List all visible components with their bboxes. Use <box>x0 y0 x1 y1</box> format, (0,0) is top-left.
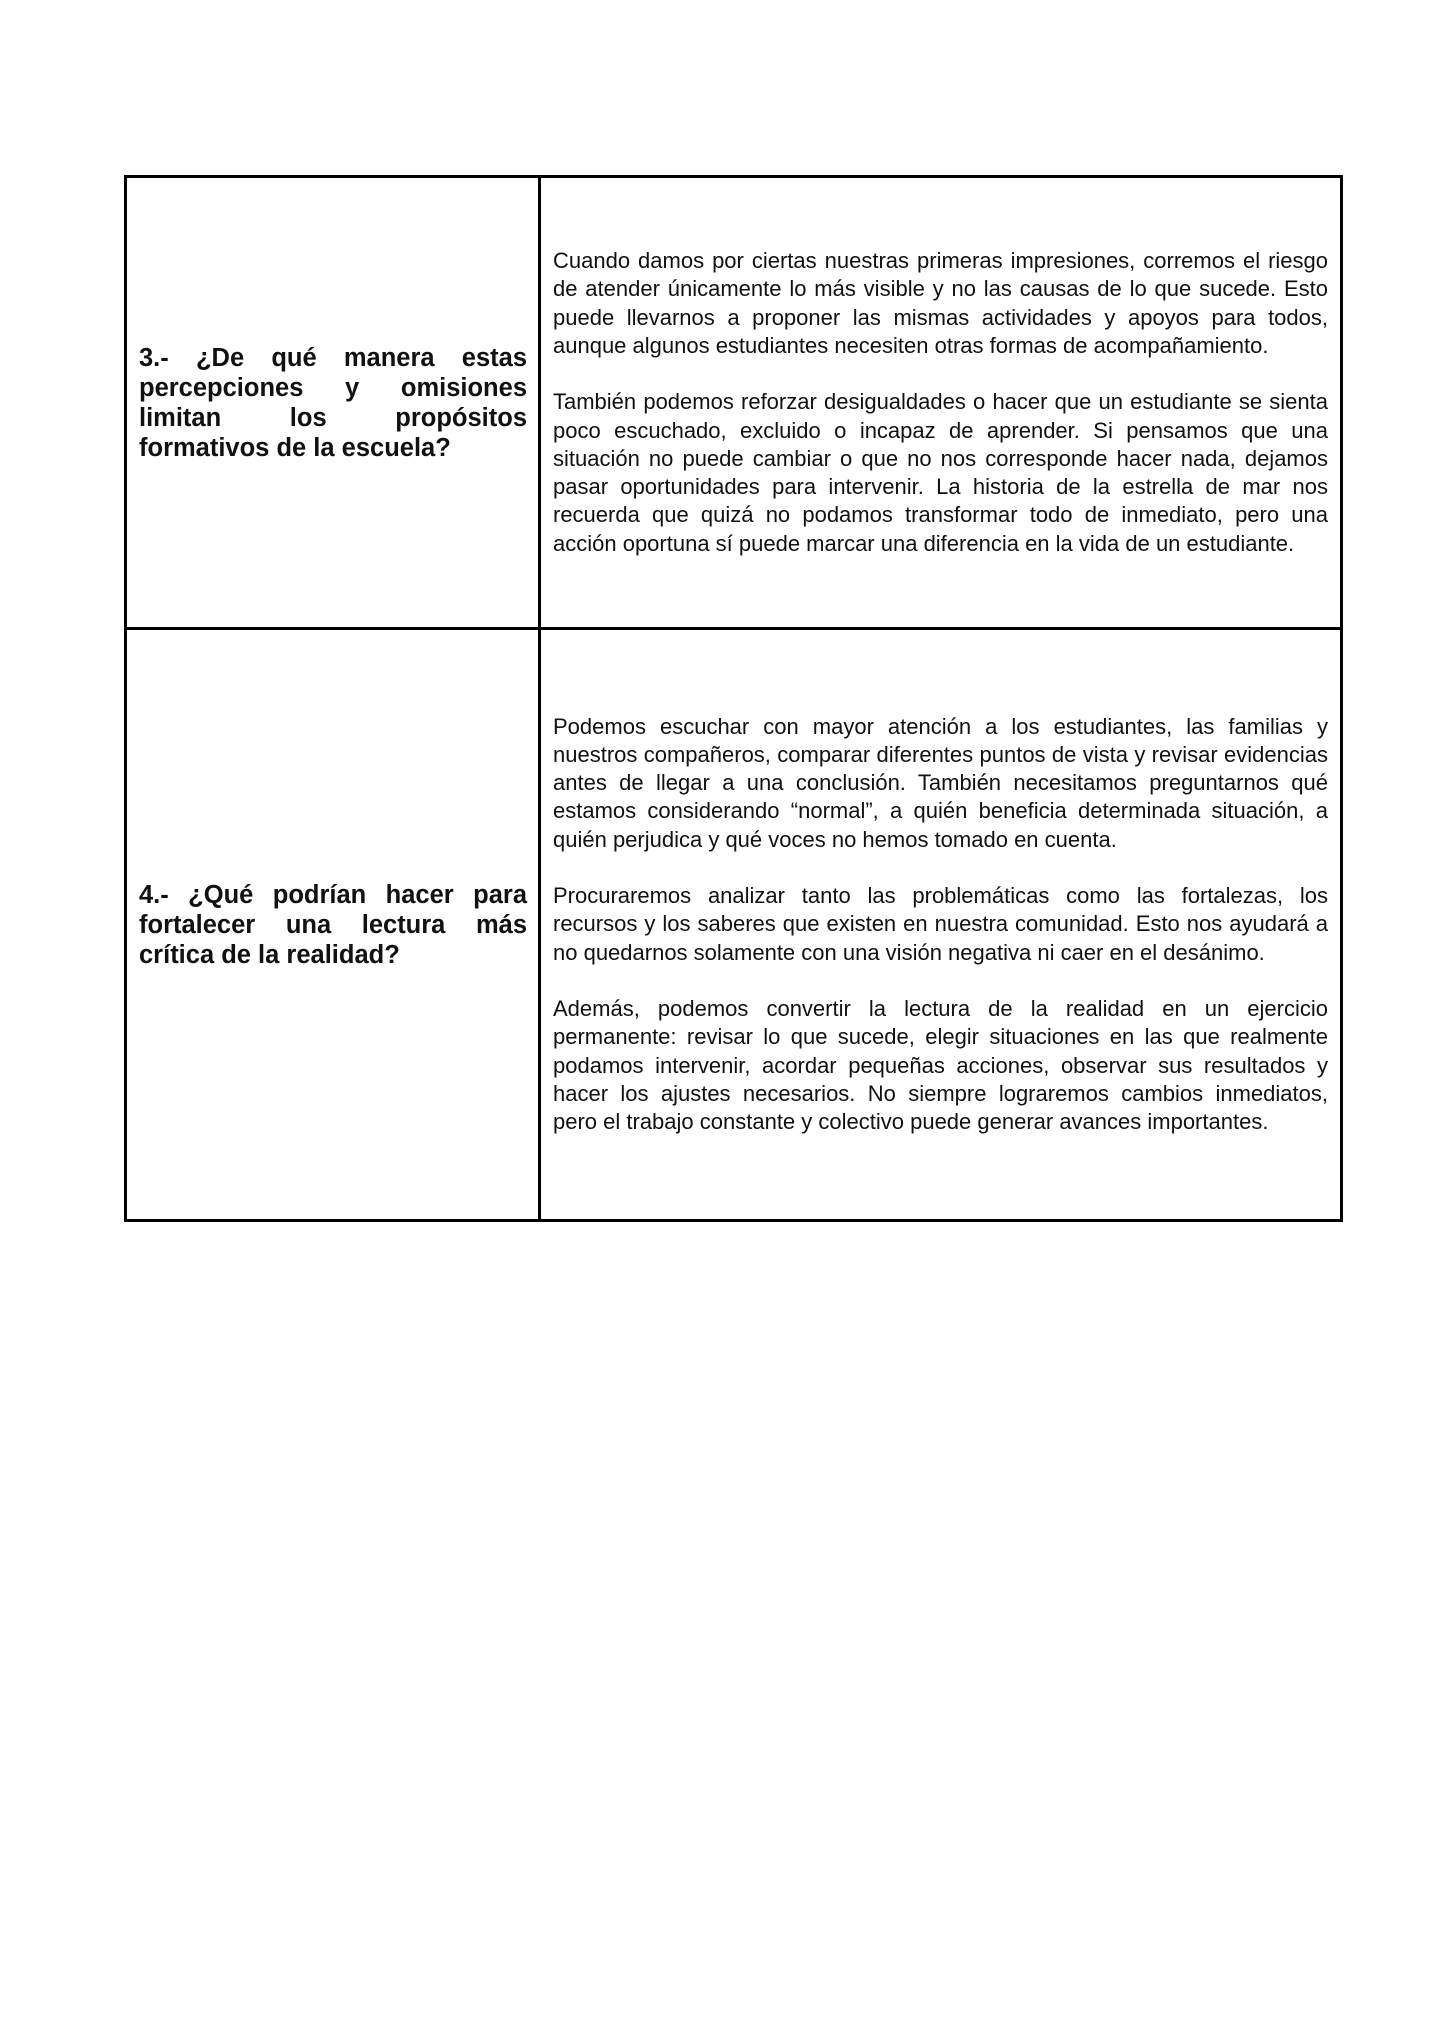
answer-4-paragraph-1: Podemos escuchar con mayor atención a los estudiantes, las familias y nuestros compañeros, comparar diferentes puntos de vista y revisar evidencias antes de llegar a una conclusión. También necesitamos preguntarnos qué estamos considerando “normal”, a quién beneficia determinada situación, a quién perjudica y qué voces no hemos tomado en cuenta. <box>553 713 1328 852</box>
question-cell <box>126 629 540 1221</box>
answer-cell <box>540 629 1342 1221</box>
answer-3-paragraph-2: También podemos reforzar desigualdades o hacer que un estudiante se sienta poco escuchado, excluido o incapaz de aprender. Si pensamos que una situación no puede cambiar o que no nos corresponde hacer nada, dejamos pasar oportunidades para intervenir. La historia de la estrella de mar nos recuerda que quizá no podamos transformar todo de inmediato, pero una acción oportuna sí puede marcar una diferencia en la vida de un estudiante. <box>553 389 1328 556</box>
question-cell <box>126 177 540 629</box>
question-3-text: 3.- ¿De qué manera estas percepciones y omisiones limitan los propósitos formativos de la escuela? <box>139 343 527 462</box>
table-row-question-4 <box>126 629 1342 1221</box>
table-row-question-3 <box>126 177 1342 629</box>
answer-4-paragraph-2: Procuraremos analizar tanto las problemáticas como las fortalezas, los recursos y los saberes que existen en nuestra comunidad. Esto nos ayudará a no quedarnos solamente con una visión negativa ni caer en el desánimo. <box>553 883 1328 965</box>
answer-cell <box>540 177 1342 629</box>
answer-4-paragraph-3: Además, podemos convertir la lectura de la realidad en un ejercicio permanente: revisar lo que sucede, elegir situaciones en las que realmente podamos intervenir, acordar pequeñas acciones, observar sus resultados y hacer los ajustes necesarios. No siempre lograremos cambios inmediatos, pero el trabajo constante y colectivo puede generar avances importantes. <box>553 995 1328 1135</box>
qa-table <box>124 175 1343 1222</box>
answer-3-paragraph-1: Cuando damos por ciertas nuestras primeras impresiones, corremos el riesgo de atender únicamente lo más visible y no las causas de lo que sucede. Esto puede llevarnos a proponer las mismas actividades y apoyos para todos, aunque algunos estudiantes necesiten otras formas de acompañamiento. <box>553 248 1328 358</box>
question-4-text: 4.- ¿Qué podrían hacer para fortalecer una lectura más crítica de la realidad? <box>139 880 527 969</box>
